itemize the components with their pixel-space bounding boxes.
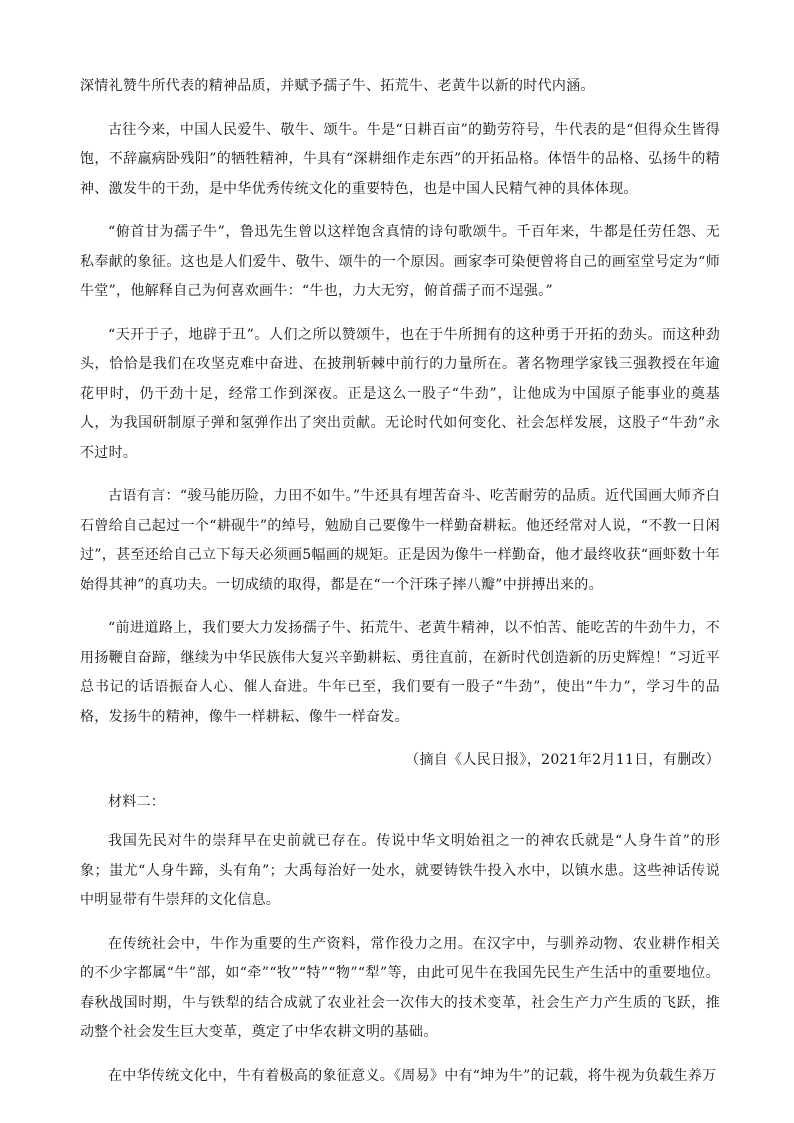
paragraph-8: 在传统社会中，牛作为重要的生产资料，常作役力之用。在汉字中，与驯养动物、农业耕作相关的不少字都属“牛”部，如“牵”“牧”“特”“物”“犁”等，由此可见牛在我国先民生产生活中的重要地位。春秋战国时期，牛与铁犁的结合成就了农业社会一次伟大的技术变革，社会生产力产生质的飞跃，推动整个社会发生巨大变革，奠定了中华农耕文明的基础。 xyxy=(80,935,720,1040)
paragraph-9: 在中华传统文化中，牛有着极高的象征意义。《周易》中有“坤为牛”的记载，将牛视为负载生养万 xyxy=(108,1067,717,1084)
paragraph-7: 我国先民对牛的崇拜早在史前就已存在。传说中华文明始祖之一的神农氏就是“人身牛首”的形象；蚩尤“人身牛蹄，头有角”；大禹每治好一处水，就要铸铁牛投入水中，以镇水患。这些神话传说中明显带有牛崇拜的文化信息。 xyxy=(80,833,720,908)
paragraph-5: 古语有言：“骏马能历险，力田不如牛。”牛还具有埋苦奋斗、吃苦耐劳的品质。近代国画大师齐白石曾给自己起过一个“耕砚牛”的绰号，勉励自己要像牛一样勤奋耕耘。他还经常对人说，“不教一日闲过”，甚至还给自己立下每天必须画5幅画的规矩。正是因为像牛一样勤奋，他才最终收获“画虾数十年始得其神”的真功夫。一切成绩的取得，都是在“一个汗珠子摔八瓣”中拼搏出来的。 xyxy=(80,488,720,593)
paragraph-4: “天开于子，地辟于丑”。人们之所以赞颂牛，也在于牛所拥有的这种勇于开拓的劲头。而这种劲头，恰恰是我们在攻坚克难中奋进、在披荆斩棘中前行的力量所在。著名物理学家钱三强教授在年逾花甲时，仍干劲十足，经常工作到深夜。正是这么一股子“牛劲”，让他成为中国原子能事业的奠基人，为我国研制原子弹和氢弹作出了突出贡献。无论时代如何变化、社会怎样发展，这股子“牛劲”永不过时。 xyxy=(80,326,720,461)
paragraph-1: 深情礼赞牛所代表的精神品质，并赋予孺子牛、拓荒牛、老黄牛以新的时代内涵。 xyxy=(80,78,595,94)
source-citation: （摘自《人民日报》，2021年2月11日，有删改） xyxy=(405,752,720,768)
paragraph-6: “前进道路上，我们要大力发扬孺子牛、拓荒牛、老黄牛精神，以不怕苦、能吃苦的牛劲牛力，不用扬鞭自奋蹄，继续为中华民族伟大复兴辛勤耕耘、勇往直前，在新时代创造新的历史辉煌！”习近平总书记的话语振奋人心、催人奋进。牛年已至，我们要有一股子“牛劲”，使出“牛力”，学习牛的品格，发扬牛的精神，像牛一样耕耘、像牛一样奋发。 xyxy=(80,620,720,725)
material-2-heading: 材料二： xyxy=(108,793,166,810)
paragraph-2: 古往今来，中国人民爱牛、敬牛、颂牛。牛是“日耕百亩”的勤劳符号，牛代表的是“但得众生皆得饱，不辞羸病卧残阳”的牺牲精神，牛具有“深耕细作走东西”的开拓品格。体悟牛的品格、弘扬牛的精神、激发牛的干劲，是中华优秀传统文化的重要特色，也是中国人民精气神的具体体现。 xyxy=(80,121,720,197)
document-page xyxy=(80,72,720,1105)
paragraph-3: “俯首甘为孺子牛”，鲁迅先生曾以这样饱含真情的诗句歌颂牛。千百年来，牛都是任劳任怨、无私奉献的象征。这也是人们爱牛、敬牛、颂牛的一个原因。画家李可染便曾将自己的画室堂号定为“师牛堂”，他解释自己为何喜欢画牛：“牛也，力大无穷，俯首孺子而不逞强。” xyxy=(80,224,720,299)
